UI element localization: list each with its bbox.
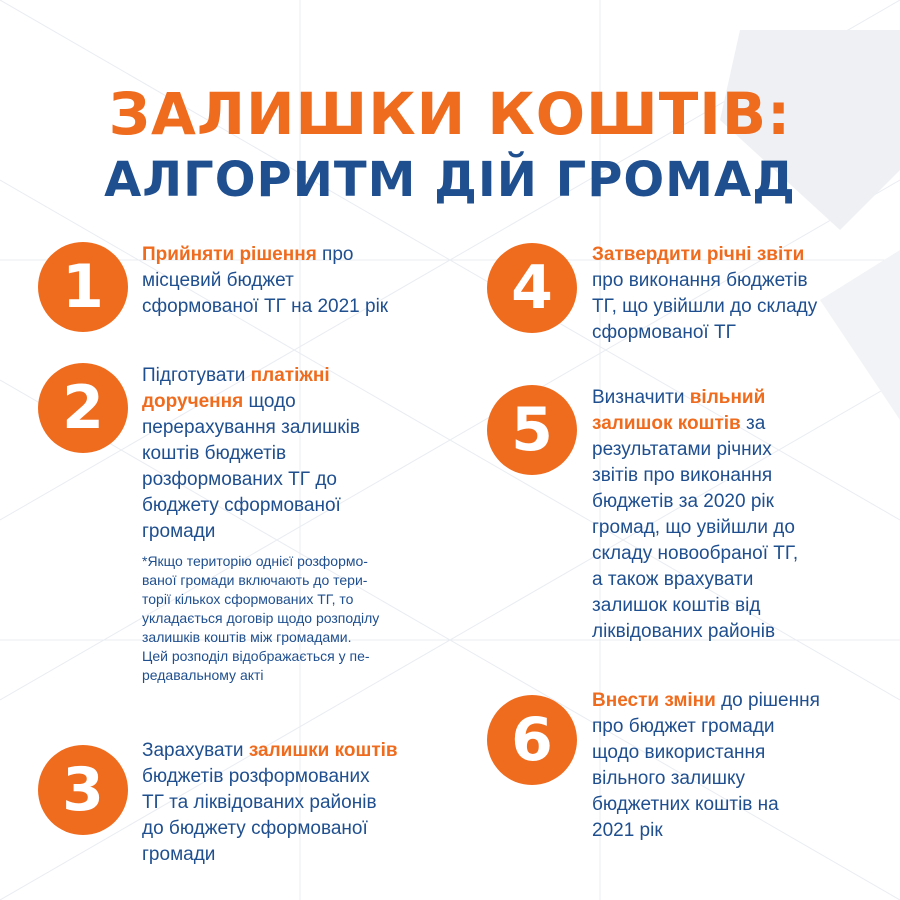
note-line: *Якщо територію однієї розформо- [142, 553, 368, 569]
step-5-text [592, 385, 798, 645]
step-2-line: коштів бюджетів [142, 443, 287, 464]
step-2-number: 2 [38, 363, 128, 453]
step-3-line: громади [142, 844, 216, 865]
step-3-highlight: залишки коштів [248, 740, 398, 761]
step-1-line: місцевий бюджет [142, 270, 294, 291]
step-5-line: звітів про виконання [592, 465, 773, 486]
step-1-line: сформованої ТГ на 2021 рік [142, 296, 389, 317]
step-4-number: 4 [487, 243, 577, 333]
step-5-line: громад, що увійшли до [592, 517, 795, 538]
step-3-line: до бюджету сформованої [142, 818, 368, 839]
title-line-1: ЗАЛИШКИ КОШТІВ: [108, 80, 792, 148]
step-4-line: сформованої ТГ [592, 322, 736, 343]
note-line: залишків коштів між громадами. [142, 629, 352, 645]
note-line: Цей розподіл відображається у пе- [142, 648, 370, 664]
step-3-text [142, 738, 398, 868]
step-6-line: бюджетних коштів на [592, 794, 779, 815]
step-5-line: ліквідованих районів [592, 621, 776, 642]
step-5-line: результатами річних [592, 439, 772, 460]
step-3-line: бюджетів розформованих [142, 766, 370, 787]
step-6-highlight: Внести зміни [592, 690, 716, 711]
note-line: редавальному акті [142, 667, 264, 683]
step-2-before: Підготувати [142, 365, 251, 386]
step-4-highlight: Затвердити річні звіти [592, 244, 805, 265]
step-6-line: вільного залишку [592, 768, 745, 789]
title-line-2: АЛГОРИТМ ДІЙ ГРОМАД [104, 152, 796, 208]
step-5-highlight-2: залишок коштів [592, 413, 741, 434]
step-3-before: Зарахувати [142, 740, 249, 761]
step-1-text [142, 242, 388, 320]
step-5-line: бюджетів за 2020 рік [592, 491, 774, 512]
step-2-highlight-2: доручення [142, 391, 244, 412]
step-2-after: щодо [243, 391, 296, 412]
note-line: укладається договір щодо розподілу [142, 610, 380, 626]
step-3-line: ТГ та ліквідованих районів [142, 792, 377, 813]
step-1-highlight: Прийняти рішення [142, 244, 317, 265]
step-3-number: 3 [38, 745, 128, 835]
step-2-highlight: платіжні [250, 365, 330, 386]
note-line: торії кількох сформованих ТГ, то [142, 591, 354, 607]
step-5-line: складу новообраної ТГ, [592, 543, 799, 564]
step-2-line: розформованих ТГ до [142, 469, 337, 490]
step-6-number: 6 [487, 695, 577, 785]
step-4-line: про виконання бюджетів [592, 270, 808, 291]
step-2-line: перерахування залишків [142, 417, 360, 438]
step-5-line: а також врахувати [592, 569, 754, 590]
step-6-line: про бюджет громади [592, 716, 775, 737]
step-5-highlight: вільний [689, 387, 766, 408]
step-2-line: бюджету сформованої [142, 495, 341, 516]
step-1-after: про [316, 244, 354, 265]
step-5-after: за [740, 413, 766, 434]
step-1-number: 1 [38, 242, 128, 332]
step-6-line: 2021 рік [592, 820, 663, 841]
step-6-after: до рішення [715, 690, 820, 711]
step-4-text [592, 242, 817, 346]
step-5-line: залишок коштів від [592, 595, 761, 616]
step-4-line: ТГ, що увійшли до складу [592, 296, 818, 317]
step-5-number: 5 [487, 385, 577, 475]
step-2-text [142, 363, 360, 545]
step-6-line: щодо використання [592, 742, 766, 763]
step-5-before: Визначити [592, 387, 690, 408]
step-2-note [142, 552, 379, 685]
step-6-text [592, 688, 820, 844]
note-line: ваної громади включають до тери- [142, 572, 368, 588]
step-2-line: громади [142, 521, 216, 542]
